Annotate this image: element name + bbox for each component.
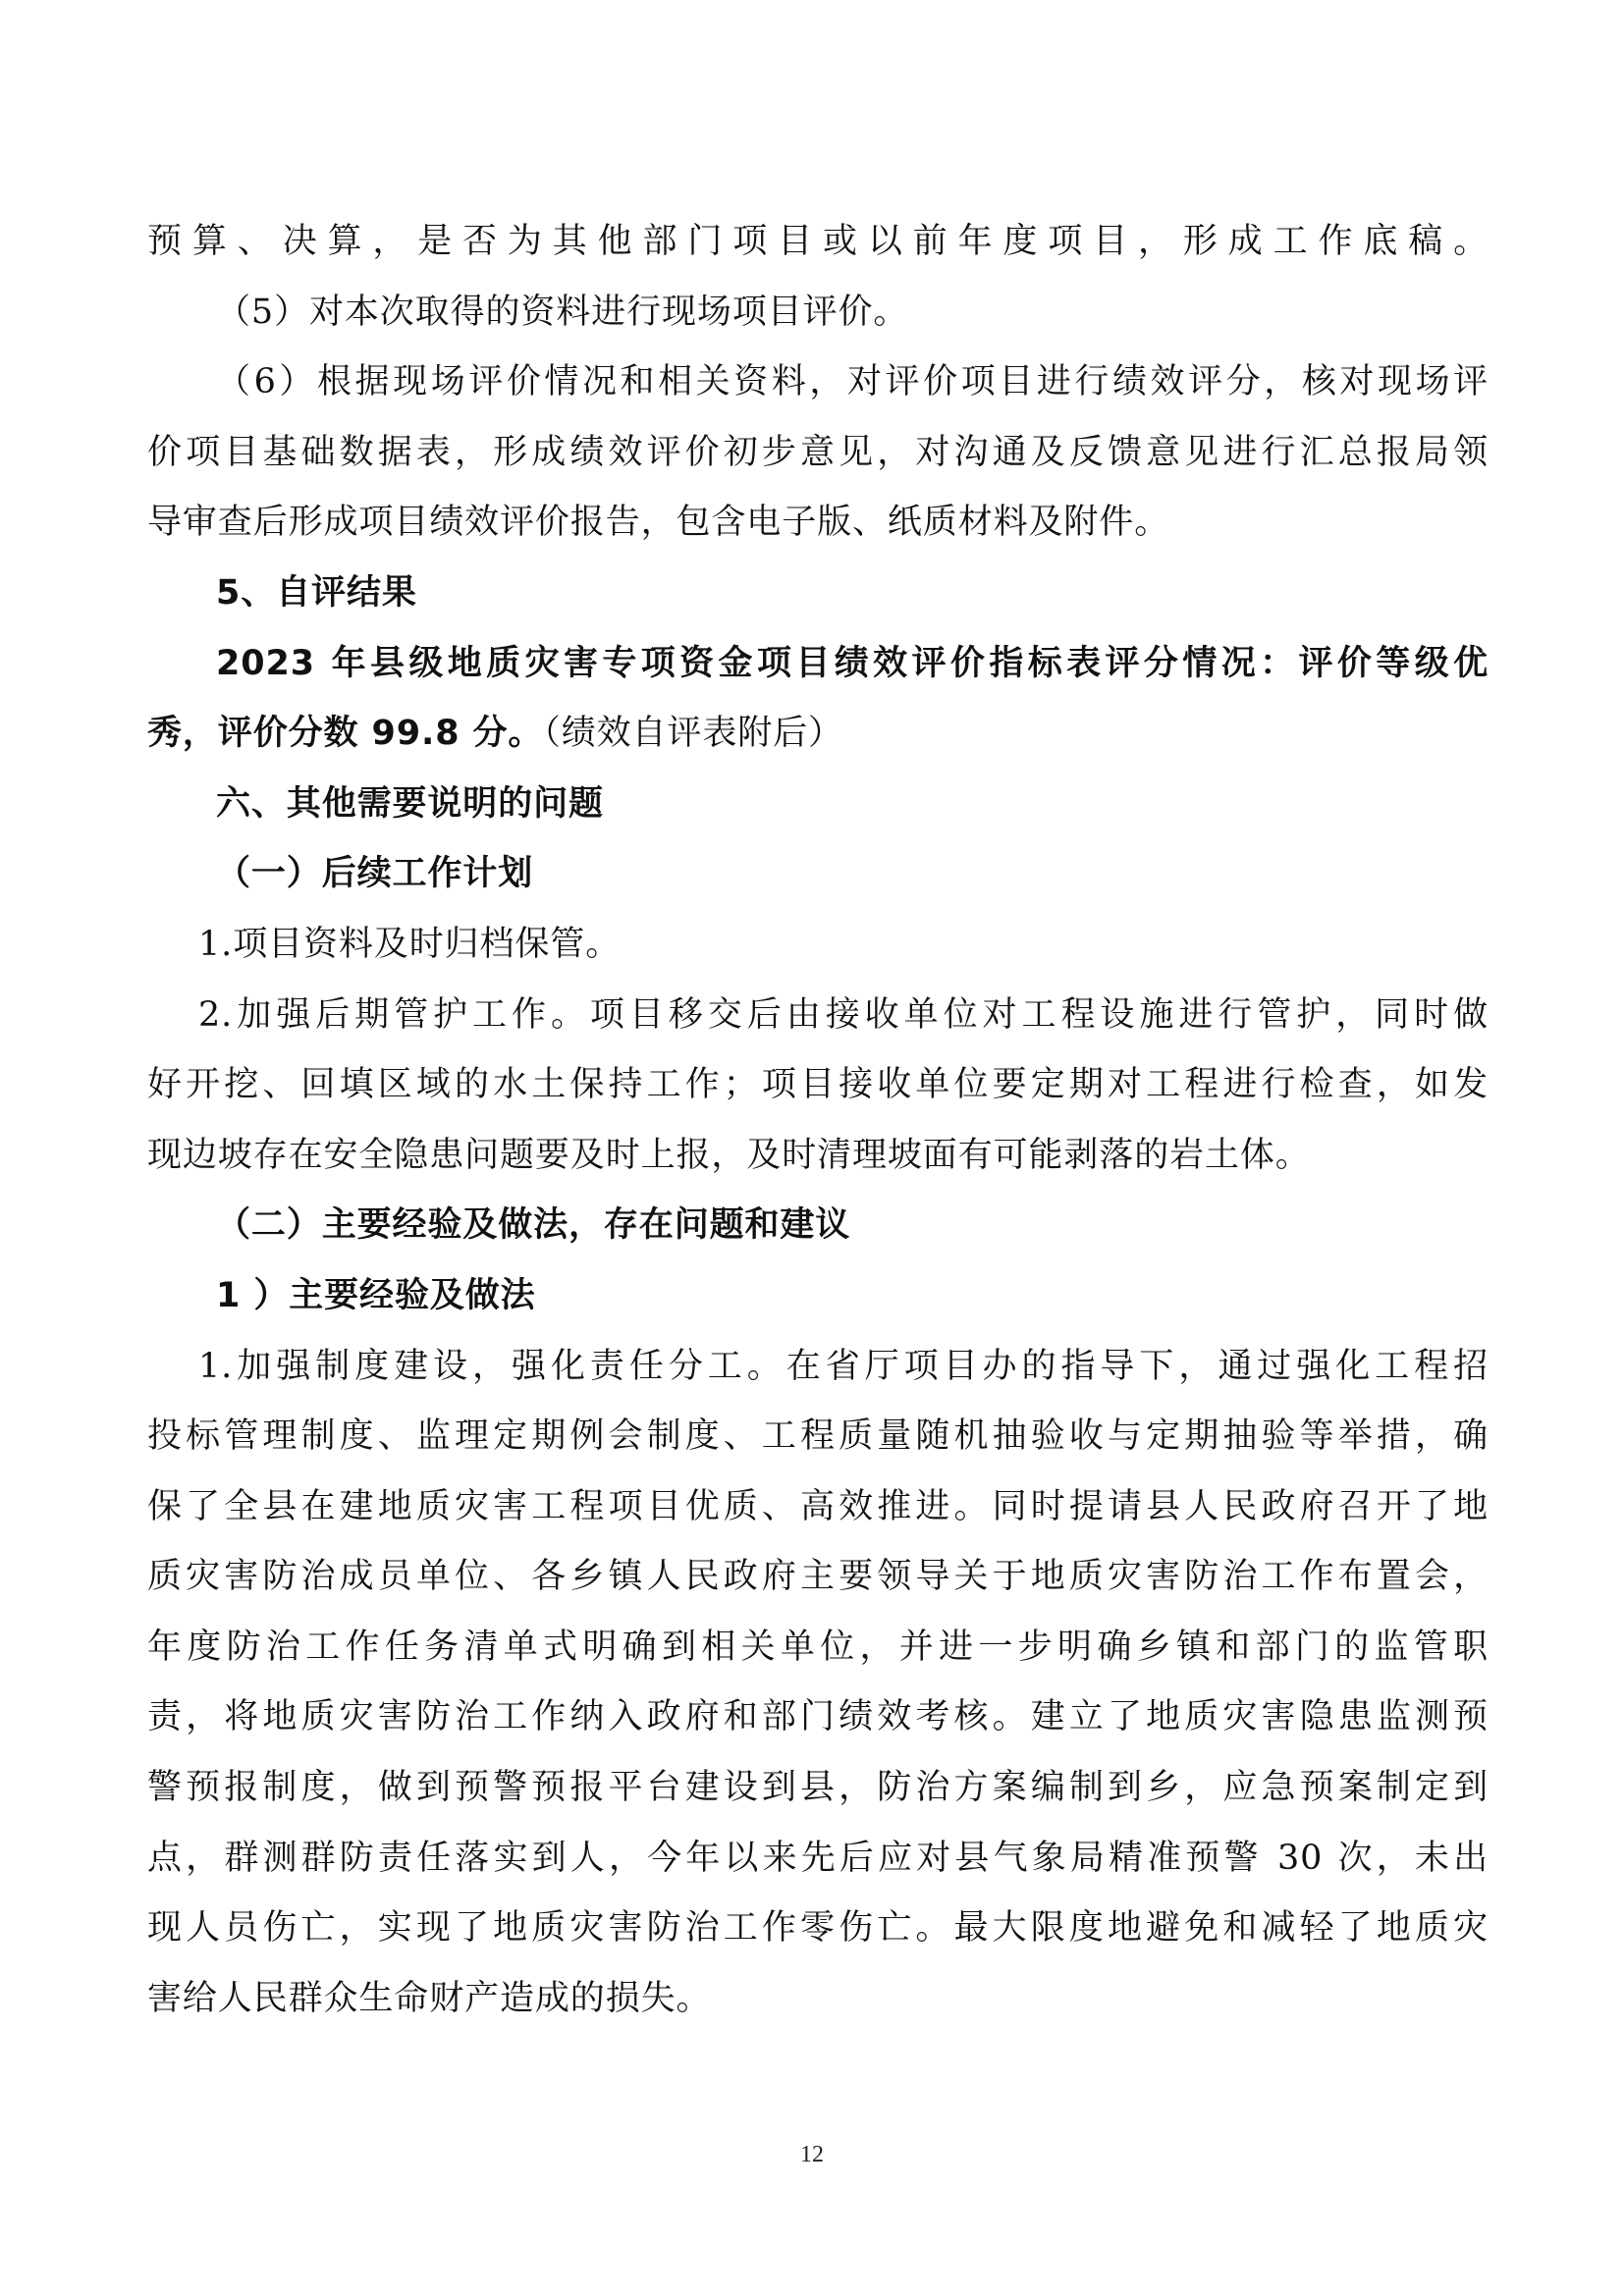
result-line: 2023 年县级地质灾害专项资金项目绩效评价指标表评分情况：评价等级优 bbox=[216, 643, 1489, 683]
paragraph-line: 价项目基础数据表，形成绩效评价初步意见，对沟通及反馈意见进行汇总报局领 bbox=[147, 432, 1489, 472]
paragraph-line: 害给人民群众生命财产造成的损失。 bbox=[147, 1978, 712, 2018]
paragraph-line: 好开挖、回填区域的水土保持工作；项目接收单位要定期对工程进行检查，如发 bbox=[147, 1065, 1489, 1105]
paragraph-line: 现边坡存在安全隐患问题要及时上报，及时清理坡面有可能剥落的岩土体。 bbox=[147, 1135, 1311, 1175]
page-number: 12 bbox=[800, 2142, 824, 2167]
result-line bbox=[147, 699, 1489, 770]
paragraph-line: 投标管理制度、监理定期例会制度、工程质量随机抽验收与定期抽验等举措，确 bbox=[147, 1416, 1489, 1457]
paragraph-line: 警预报制度，做到预警预报平台建设到县，防治方案编制到乡，应急预案制定到 bbox=[147, 1768, 1489, 1808]
list-item: 1.项目资料及时归档保管。 bbox=[198, 924, 622, 964]
result-note: （绩效自评表附后） bbox=[543, 714, 843, 754]
document-body bbox=[147, 207, 1489, 2034]
list-item: 1.加强制度建设，强化责任分工。在省厅项目办的指导下，通过强化工程招 bbox=[198, 1346, 1489, 1386]
paragraph-line: 预算、决算，是否为其他部门项目或以前年度项目，形成工作底稿。 bbox=[147, 222, 1489, 261]
subsection-heading: 1 ）主要经验及做法 bbox=[216, 1275, 536, 1315]
list-item: 2.加强后期管护工作。项目移交后由接收单位对工程设施进行管护，同时做 bbox=[198, 994, 1489, 1035]
paragraph-line: （6）根据现场评价情况和相关资料，对评价项目进行绩效评分，核对现场评 bbox=[216, 362, 1489, 402]
subsection-heading: （一）后续工作计划 bbox=[216, 854, 534, 894]
section-heading: 六、其他需要说明的问题 bbox=[216, 783, 604, 824]
paragraph-line: 年度防治工作任务清单式明确到相关单位，并进一步明确乡镇和部门的监管职 bbox=[147, 1627, 1489, 1667]
section-heading: 5、自评结果 bbox=[216, 572, 417, 613]
subsection-heading: （二）主要经验及做法，存在问题和建议 bbox=[216, 1205, 851, 1246]
result-score: 秀，评价分数 99.8 分。 bbox=[147, 714, 544, 754]
paragraph-line: 现人员伤亡，实现了地质灾害防治工作零伤亡。最大限度地避免和减轻了地质灾 bbox=[147, 1908, 1489, 1949]
paragraph-line: 责，将地质灾害防治工作纳入政府和部门绩效考核。建立了地质灾害隐患监测预 bbox=[147, 1697, 1489, 1737]
paragraph-line: 保了全县在建地质灾害工程项目优质、高效推进。同时提请县人民政府召开了地 bbox=[147, 1486, 1489, 1526]
paragraph-line: （5）对本次取得的资料进行现场项目评价。 bbox=[216, 292, 909, 332]
paragraph-line: 导审查后形成项目绩效评价报告，包含电子版、纸质材料及附件。 bbox=[147, 503, 1170, 543]
paragraph-line: 质灾害防治成员单位、各乡镇人民政府主要领导关于地质灾害防治工作布置会， bbox=[147, 1557, 1489, 1597]
paragraph-line: 点，群测群防责任落实到人，今年以来先后应对县气象局精准预警 30 次，未出 bbox=[147, 1838, 1489, 1878]
